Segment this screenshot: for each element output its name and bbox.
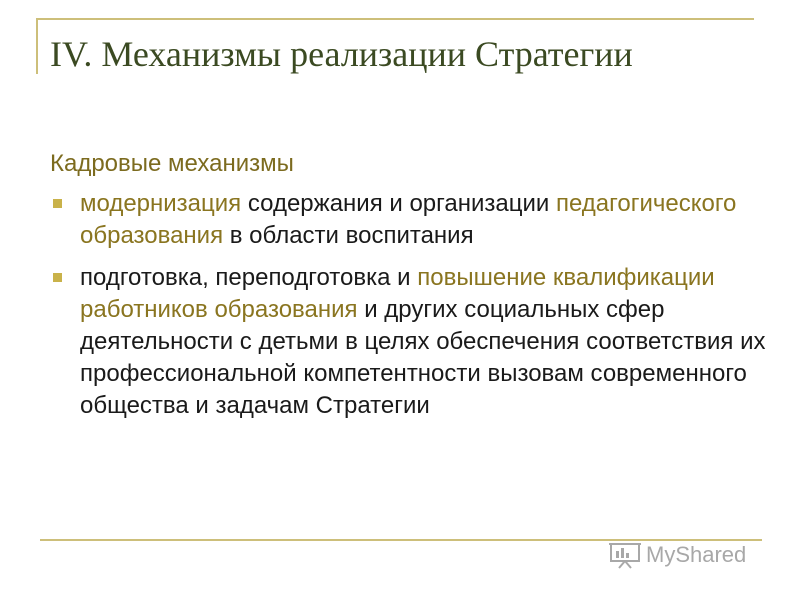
square-bullet-icon [53,199,62,208]
left-rule [36,18,38,74]
highlighted-text: повышение квалификации работников образования [80,264,715,323]
top-rule [36,18,754,20]
bullet-item [50,188,770,252]
section-heading: Кадровые механизмы [50,150,294,177]
watermark [608,542,746,568]
highlighted-text: педагогического образования [80,190,737,249]
presentation-board-icon [608,541,642,569]
bullet-text: в области воспитания [223,222,474,249]
highlighted-text: модернизация [80,190,242,217]
slide-title: IV. Механизмы реализации Стратегии [50,34,633,74]
bullet-item [50,262,770,422]
bullet-text: подготовка, переподготовка и [80,264,418,291]
bullet-text: и других социальных сфер деятельности с детьми в целях обеспечения соответствия их профессиональной компетентности вызовам современного общества и задачам Стратегии [80,296,766,419]
slide-body [50,148,770,432]
bottom-rule [40,539,762,541]
square-bullet-icon [53,273,62,282]
bullet-text: содержания и организации [241,190,556,217]
watermark-text: MyShared [646,542,747,567]
